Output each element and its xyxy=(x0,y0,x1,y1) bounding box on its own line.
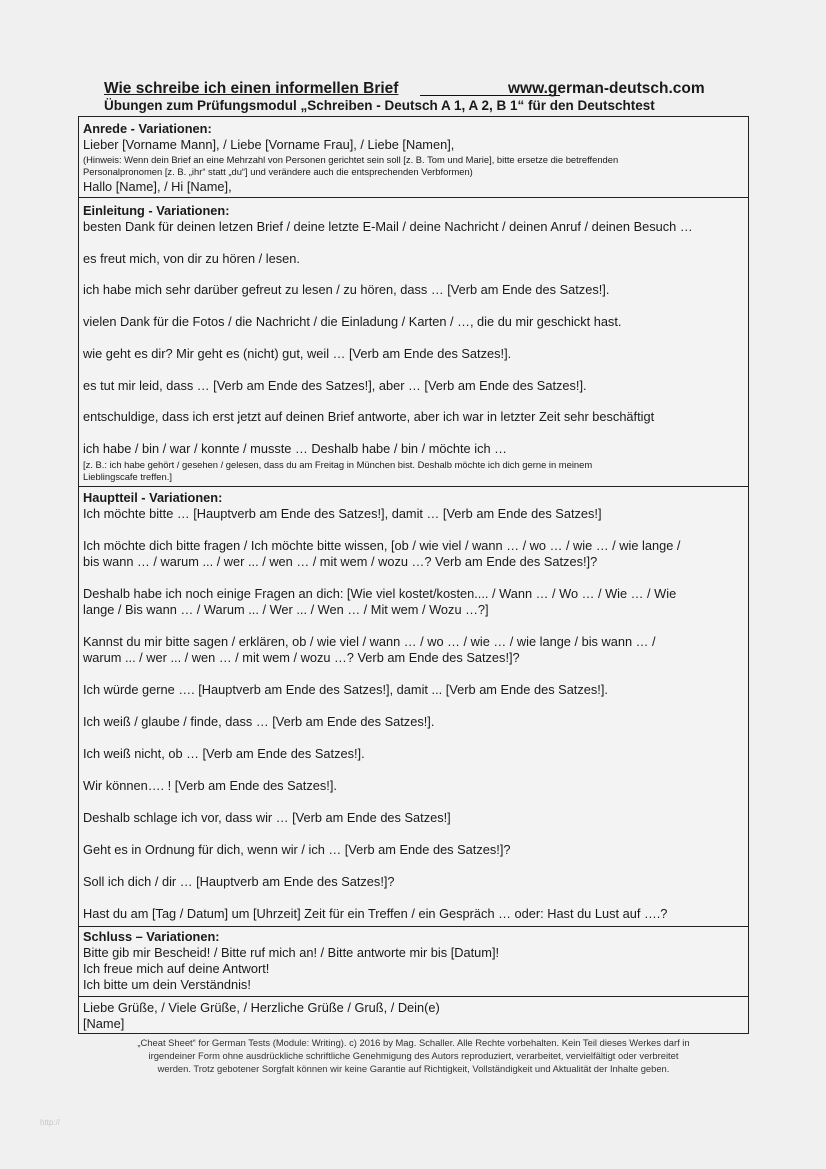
anrede-note: (Hinweis: Wenn dein Brief an eine Mehrzahl von Personen gerichtet sein soll [z. B. Tom und Marie], bitte ersetze die betreffenden xyxy=(83,154,619,165)
einleitung-line: vielen Dank für die Fotos / die Nachricht / die Einladung / Karten / …, die du mir geschickt hast. xyxy=(83,314,622,329)
hauptteil-line: Ich weiß / glaube / finde, dass … [Verb am Ende des Satzes!]. xyxy=(83,714,435,729)
anrede-section xyxy=(78,116,749,198)
hauptteil-section xyxy=(78,486,749,927)
watermark-text: http:// xyxy=(40,1118,61,1127)
einleitung-line: entschuldige, dass ich erst jetzt auf deinen Brief antworte, aber ich war in letzter Zeit sehr beschäftigt xyxy=(83,409,655,424)
einleitung-note: Lieblingscafe treffen.] xyxy=(83,471,172,482)
einleitung-section xyxy=(78,197,749,487)
hauptteil-line: Deshalb habe ich noch einige Fragen an dich: [Wie viel kostet/kosten.... / Wann … / Wo … / Wie … / Wie xyxy=(83,586,677,601)
schluss-line: Bitte gib mir Bescheid! / Bitte ruf mich an! / Bitte antworte mir bis [Datum]! xyxy=(83,945,500,960)
hauptteil-line: bis wann … / warum ... / wer ... / wen … / mit wem / wozu …? Verb am Ende des Satzes!]? xyxy=(83,554,598,569)
hauptteil-line: Ich möchte dich bitte fragen / Ich möchte bitte wissen, [ob / wie viel / wann … / wo … / wie … / wie lange / xyxy=(83,538,681,553)
footer-line: werden. Trotz gebotener Sorgfalt können wir keine Garantie auf Richtigkeit, Vollständigkeit und Aktualität der Inhalte geben. xyxy=(157,1063,670,1074)
anrede-heading: Anrede - Variationen: xyxy=(83,121,212,136)
hauptteil-line: Hast du am [Tag / Datum] um [Uhrzeit] Zeit für ein Treffen / ein Gespräch … oder: Hast du Lust auf ….? xyxy=(83,906,668,921)
gruss-line: [Name] xyxy=(83,1016,125,1031)
hauptteil-line: Kannst du mir bitte sagen / erklären, ob / wie viel / wann … / wo … / wie … / wie lange / bis wann … / xyxy=(83,634,656,649)
hauptteil-line: Geht es in Ordnung für dich, wenn wir / ich … [Verb am Ende des Satzes!]? xyxy=(83,842,511,857)
hauptteil-line: Ich möchte bitte … [Hauptverb am Ende des Satzes!], damit … [Verb am Ende des Satzes!] xyxy=(83,506,602,521)
einleitung-note: [z. B.: ich habe gehört / gesehen / gelesen, dass du am Freitag in München bist. Deshalb möchte ich dich gerne in meinem xyxy=(83,459,593,470)
hauptteil-line: warum ... / wer ... / wen … / mit wem / wozu …? Verb am Ende des Satzes!]? xyxy=(83,650,520,665)
einleitung-line: es freut mich, von dir zu hören / lesen. xyxy=(83,251,300,266)
schluss-line: Ich freue mich auf deine Antwort! xyxy=(83,961,270,976)
einleitung-line: ich habe / bin / war / konnte / musste … Deshalb habe / bin / möchte ich … xyxy=(83,441,507,456)
hauptteil-line: Deshalb schlage ich vor, dass wir … [Verb am Ende des Satzes!] xyxy=(83,810,451,825)
hauptteil-line: Wir können…. ! [Verb am Ende des Satzes!]. xyxy=(83,778,337,793)
anrede-note: Personalpronomen [z. B. „ihr“ statt „du“] und verändere auch die entsprechenden Verbformen) xyxy=(83,166,473,177)
einleitung-line: ich habe mich sehr darüber gefreut zu lesen / zu hören, dass … [Verb am Ende des Satzes!]. xyxy=(83,282,610,297)
schluss-line: Ich bitte um dein Verständnis! xyxy=(83,977,251,992)
gruss-section xyxy=(78,996,749,1034)
schluss-heading: Schluss – Variationen: xyxy=(83,929,220,944)
einleitung-line: wie geht es dir? Mir geht es (nicht) gut, weil … [Verb am Ende des Satzes!]. xyxy=(83,346,512,361)
hauptteil-line: Soll ich dich / dir … [Hauptverb am Ende des Satzes!]? xyxy=(83,874,395,889)
copyright-footer xyxy=(78,1036,749,1075)
hauptteil-line: Ich würde gerne …. [Hauptverb am Ende des Satzes!], damit ... [Verb am Ende des Satzes!]. xyxy=(83,682,608,697)
hauptteil-heading: Hauptteil - Variationen: xyxy=(83,490,223,505)
page-title: Wie schreibe ich einen informellen Brief xyxy=(104,80,399,97)
anrede-line: Hallo [Name], / Hi [Name], xyxy=(83,179,232,194)
hauptteil-line: lange / Bis wann … / Warum ... / Wer ... / Wen … / Mit wem / Wozu …?] xyxy=(83,602,489,617)
hauptteil-line: Ich weiß nicht, ob … [Verb am Ende des Satzes!]. xyxy=(83,746,365,761)
website-url: www.german-deutsch.com xyxy=(508,80,705,97)
footer-line: „Cheat Sheet“ for German Tests (Module: Writing). c) 2016 by Mag. Schaller. Alle Rechte vorbehalten. Kein Teil dieses Werkes darf in xyxy=(137,1037,690,1048)
gruss-line: Liebe Grüße, / Viele Grüße, / Herzliche Grüße / Gruß, / Dein(e) xyxy=(83,1000,440,1015)
schluss-section xyxy=(78,926,749,997)
einleitung-line: es tut mir leid, dass … [Verb am Ende des Satzes!], aber … [Verb am Ende des Satzes!]. xyxy=(83,378,587,393)
einleitung-line: besten Dank für deinen letzen Brief / deine letzte E-Mail / deine Nachricht / deinen Anruf / deinen Besuch … xyxy=(83,219,693,234)
footer-line: irgendeiner Form ohne ausdrückliche schriftliche Genehmigung des Autors reproduziert, verarbeitet, vervielfältigt oder verbreitet xyxy=(148,1050,679,1061)
page-subtitle: Übungen zum Prüfungsmodul „Schreiben - Deutsch A 1, A 2, B 1“ für den Deutschtest xyxy=(104,98,655,113)
einleitung-heading: Einleitung - Variationen: xyxy=(83,203,230,218)
anrede-line: Lieber [Vorname Mann], / Liebe [Vorname Frau], / Liebe [Namen], xyxy=(83,137,455,152)
